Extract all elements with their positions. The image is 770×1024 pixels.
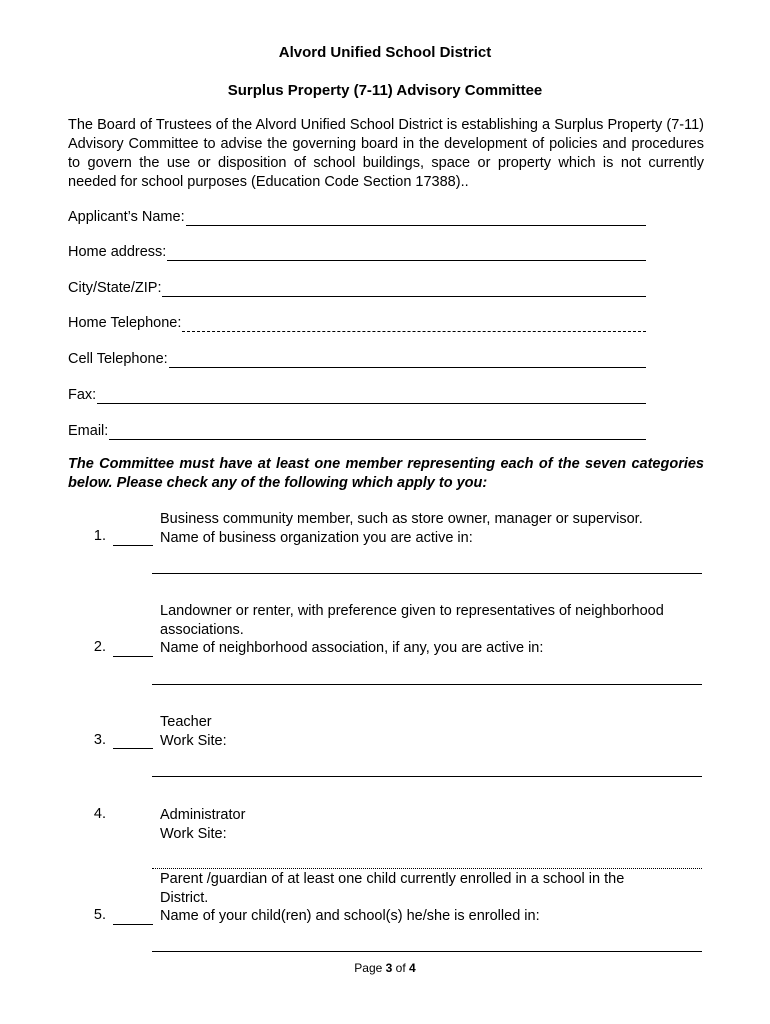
cell-telephone-line[interactable] <box>169 351 646 368</box>
email-label: Email: <box>68 423 109 439</box>
email-line[interactable] <box>109 423 646 440</box>
category-1-answer-line[interactable] <box>152 573 702 574</box>
committee-title: Surplus Property (7-11) Advisory Committee <box>227 82 543 99</box>
cell-telephone-field[interactable] <box>68 346 646 368</box>
category-3-line: Teacher <box>160 714 212 730</box>
category-2-number: 2. <box>93 639 106 655</box>
category-5-line: Parent /guardian of at least one child currently enrolled in a school in the <box>160 871 625 887</box>
home-telephone-line[interactable] <box>182 315 646 332</box>
category-3-text <box>160 713 720 750</box>
category-1-line: Name of business organization you are active in: <box>160 529 473 546</box>
intro-paragraph: The Board of Trustees of the Alvord Unified School District is establishing a Surplus Property (7-11) Advisory Committee to advise the governing board in the development of policies and procedures to govern the use or disposition of school buildings, space or property which is not currently needed for school purposes (Education Code Section 17388).. <box>68 117 704 190</box>
category-4-answer-line[interactable] <box>152 868 702 869</box>
category-5-text <box>160 870 720 926</box>
current-page-number: 3 <box>385 961 393 975</box>
category-2-answer-line[interactable] <box>152 684 702 685</box>
home-telephone-label: Home Telephone: <box>68 315 182 331</box>
district-title: Alvord Unified School District <box>278 44 492 61</box>
city-state-zip-field[interactable] <box>68 275 646 297</box>
category-1-checkbox[interactable] <box>113 531 153 546</box>
category-2-line: Landowner or renter, with preference given to representatives of neighborhood <box>160 603 664 619</box>
applicant-name-label: Applicant’s Name: <box>68 209 185 225</box>
applicant-name-field[interactable] <box>68 204 646 226</box>
category-4-line: Administrator <box>160 807 246 823</box>
category-5-checkbox[interactable] <box>113 910 153 925</box>
page-word: Page <box>354 961 383 975</box>
category-4-text <box>160 806 720 843</box>
email-field[interactable] <box>68 418 646 440</box>
city-state-zip-label: City/State/ZIP: <box>68 280 162 296</box>
category-5-line: Name of your child(ren) and school(s) he/she is enrolled in: <box>160 908 540 924</box>
category-3-line: Work Site: <box>160 732 227 749</box>
category-4-number: 4. <box>93 806 106 822</box>
category-2-checkbox[interactable] <box>113 642 153 657</box>
category-5-line: District. <box>160 889 209 906</box>
category-2-line: Name of neighborhood association, if any, you are active in: <box>160 640 544 656</box>
category-2-text <box>160 602 720 658</box>
category-3-answer-line[interactable] <box>152 776 702 777</box>
fax-field[interactable] <box>68 382 646 404</box>
total-page-number: 4 <box>409 961 416 975</box>
category-5-answer-line[interactable] <box>152 951 702 952</box>
home-address-field[interactable] <box>68 239 646 261</box>
of-word: of <box>395 961 406 975</box>
home-address-label: Home address: <box>68 244 167 260</box>
city-state-zip-line[interactable] <box>162 280 646 297</box>
fax-label: Fax: <box>68 387 97 403</box>
category-4-line: Work Site: <box>160 825 227 842</box>
applicant-name-line[interactable] <box>186 209 646 226</box>
category-1-text <box>160 510 720 547</box>
cell-telephone-label: Cell Telephone: <box>68 351 168 367</box>
fax-line[interactable] <box>97 387 646 404</box>
category-3-checkbox[interactable] <box>113 734 153 749</box>
category-5-number: 5. <box>93 907 106 923</box>
home-address-line[interactable] <box>167 244 646 261</box>
category-3-number: 3. <box>93 732 106 748</box>
category-1-number: 1. <box>93 528 106 544</box>
category-1-line: Business community member, such as store owner, manager or supervisor. <box>160 511 643 527</box>
home-telephone-field[interactable] <box>68 310 646 332</box>
category-2-line: associations. <box>160 621 244 638</box>
page-footer <box>0 961 770 975</box>
instructions-text: The Committee must have at least one member representing each of the seven categories below. Please check any of the following which apply to you: <box>68 456 704 491</box>
